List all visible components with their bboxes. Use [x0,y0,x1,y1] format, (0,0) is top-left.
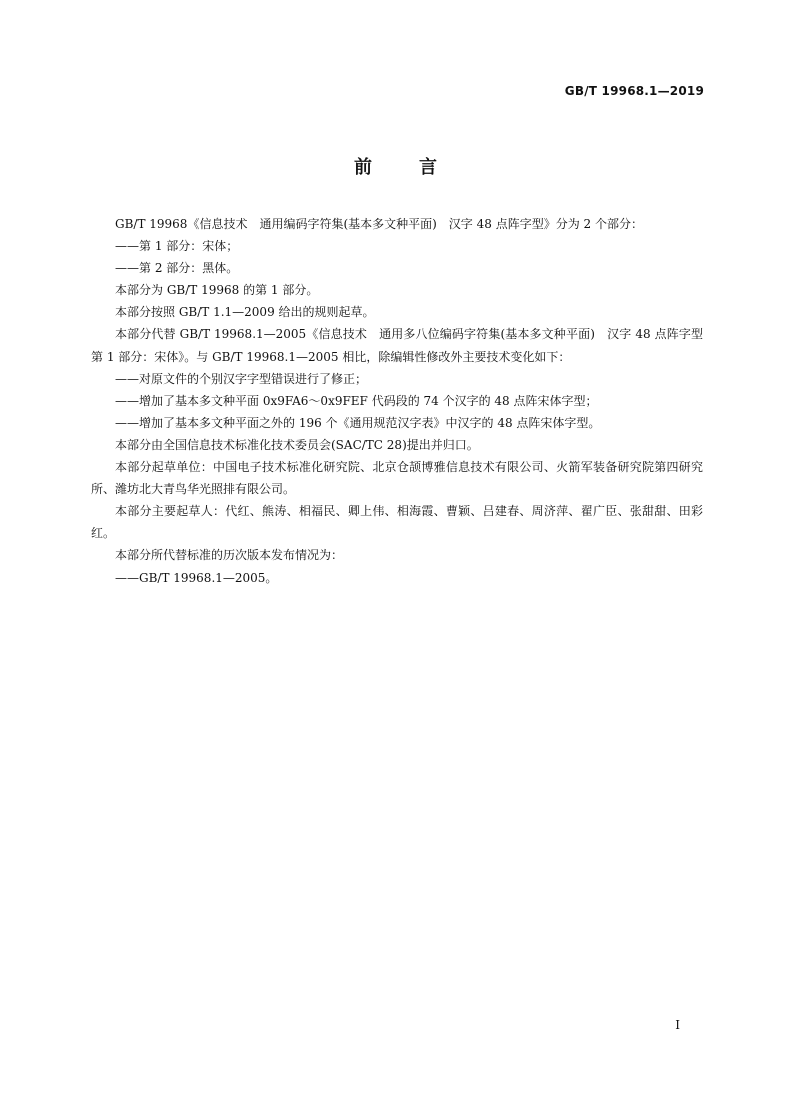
list-item-history-2005: ——GB/T 19968.1—2005。 [115,570,278,585]
standard-code: GB/T 19968.1—2019 [564,84,704,98]
paragraph-proposed-by: 本部分由全国信息技术标准化技术委员会(SAC/TC 28)提出并归口。 [115,437,479,452]
page-number: I [675,1018,680,1032]
title-char-2: 言 [419,157,438,178]
paragraph-replaces: 本部分代替 GB/T 19968.1—2005《信息技术 通用多八位编码字符集(基本多文种平面) 汉字 48 点阵字型 第 1 部分：宋体》。与 GB/T 19968.1—2005 相比，除编辑性修改外主要技术变化如下： [91,327,716,364]
paragraph-drafters: 本部分主要起草人：代红、熊涛、相福民、卿上伟、相海霞、曹颖、吕建春、周济萍、翟广臣、张甜甜、田彩红。 [91,504,703,541]
foreword-body [91,213,716,589]
list-item-change-2: ——增加了基本多文种平面 0x9FA6～0x9FEF 代码段的 74 个汉字的 48 点阵宋体字型； [115,393,598,408]
list-item-change-1: ——对原文件的个别汉字字型错误进行了修正； [115,371,368,386]
list-item-change-3: ——增加了基本多文种平面之外的 196 个《通用规范汉字表》中汉字的 48 点阵宋体字型。 [115,415,601,430]
paragraph-history-intro: 本部分所代替标准的历次版本发布情况为： [115,548,344,563]
list-item-part-1: ——第 1 部分：宋体； [115,239,239,254]
paragraph-drafting-units: 本部分起草单位：中国电子技术标准化研究院、北京仓颉博雅信息技术有限公司、火箭军装备研究院第四研究所、潍坊北大青鸟华光照排有限公司。 [91,460,703,497]
paragraph-drafting-rules: 本部分按照 GB/T 1.1—2009 给出的规则起草。 [115,305,375,320]
list-item-part-2: ——第 2 部分：黑体。 [115,261,239,276]
paragraph-parts-intro: GB/T 19968《信息技术 通用编码字符集(基本多文种平面) 汉字 48 点阵字型》分为 2 个部分： [115,217,643,231]
paragraph-this-part: 本部分为 GB/T 19968 的第 1 部分。 [115,283,319,298]
title-char-1: 前 [354,157,373,178]
page-title [0,153,792,179]
